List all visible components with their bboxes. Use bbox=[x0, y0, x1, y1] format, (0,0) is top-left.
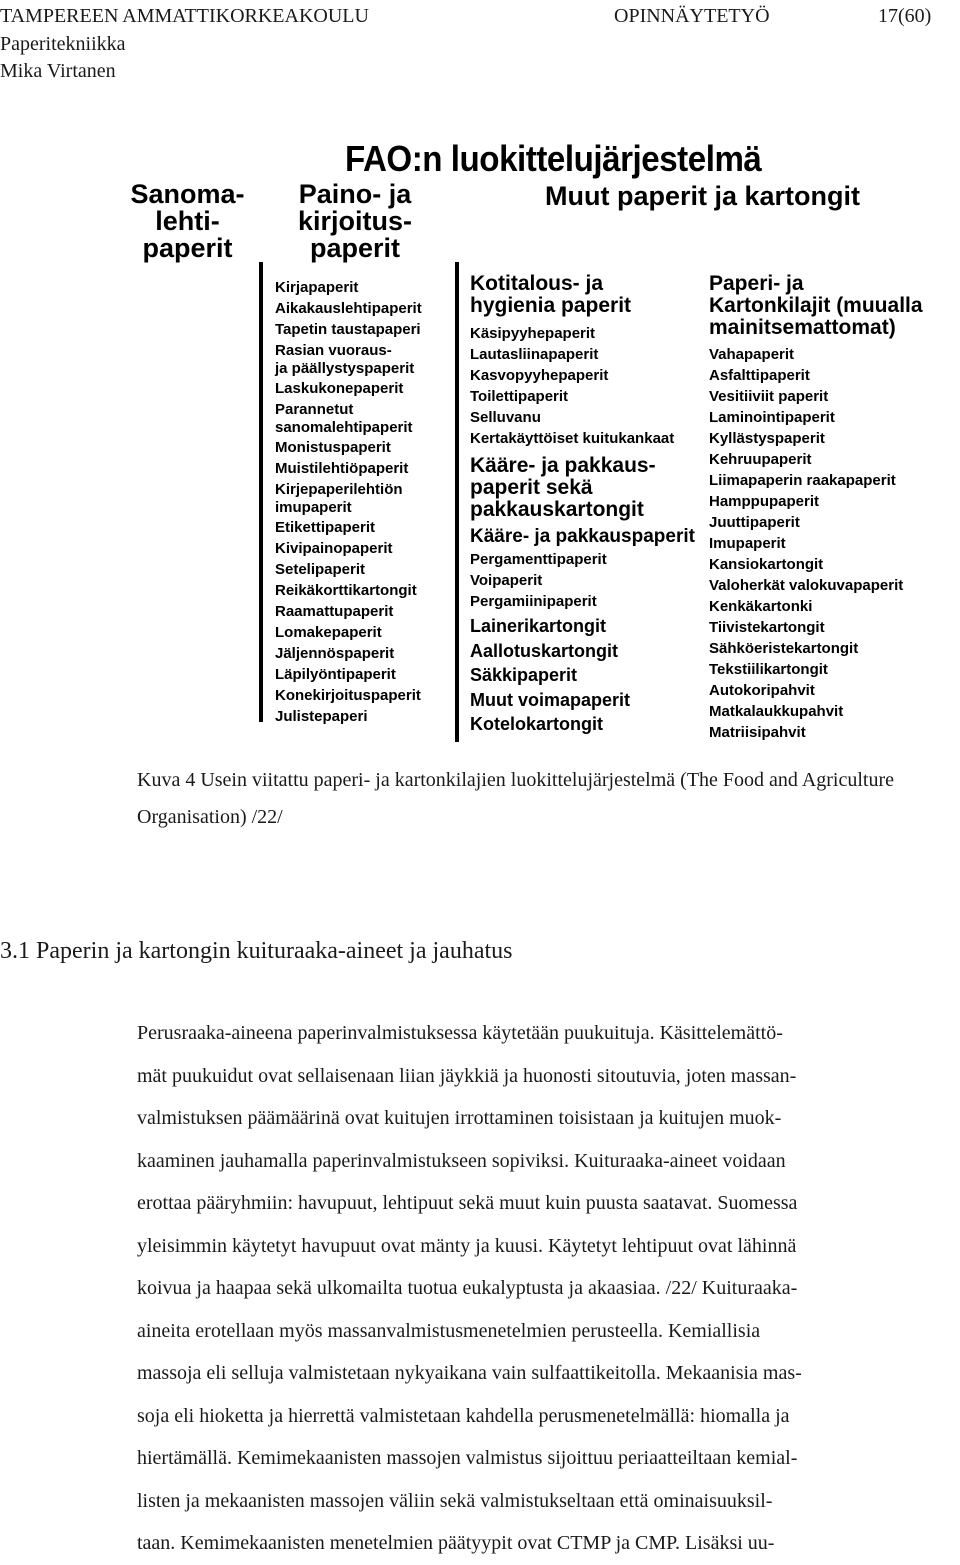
list-item: Säkkipaperit bbox=[470, 665, 578, 685]
col4-heading-line: Paperi- ja bbox=[709, 272, 804, 295]
list-item: Laskukonepaperit bbox=[275, 380, 404, 397]
list-item: Asfalttipaperit bbox=[709, 367, 810, 384]
list-item: Etikettipaperit bbox=[275, 519, 376, 536]
list-item: Kenkäkartonki bbox=[709, 598, 813, 615]
list-item: Tiivistekartongit bbox=[709, 619, 825, 636]
list-item: Matriisipahvit bbox=[709, 724, 806, 741]
list-item: Matkalaukkupahvit bbox=[709, 703, 844, 720]
list-item: Juuttipaperit bbox=[709, 514, 800, 531]
col3-list bbox=[470, 323, 674, 449]
col3-heading2-line: paperit sekä bbox=[470, 476, 593, 499]
col3-heading-line: hygienia paperit bbox=[470, 294, 632, 317]
figure-title: FAO:n luokittelujärjestelmä bbox=[345, 138, 762, 179]
list-item: Raamattupaperit bbox=[275, 603, 394, 620]
header-doc-type: OPINNÄYTETYÖ bbox=[614, 5, 770, 27]
header-institution: TAMPEREEN AMMATTIKORKEAKOULU bbox=[0, 5, 369, 27]
header-author: Mika Virtanen bbox=[0, 60, 116, 82]
list-item: Voipaperit bbox=[470, 572, 543, 589]
header-subject: Paperitekniikka bbox=[0, 33, 126, 55]
text-line: hiertämällä. Kemimekaanisten massojen valmistus sijoittuu periaatteiltaan kemial- bbox=[137, 1447, 798, 1469]
col2-heading-line: paperit bbox=[309, 233, 401, 263]
col3-subheading: Kääre- ja pakkauspaperit bbox=[470, 526, 695, 547]
list-item: Valoherkät valokuvapaperit bbox=[709, 577, 904, 594]
figure-caption: Kuva 4 Usein viitattu paperi- ja kartonkilajien luokittelujärjestelmä (The Food and Agriculture Organisation) /22/ bbox=[137, 769, 895, 828]
list-item: Kotelokartongit bbox=[470, 714, 603, 734]
list-item: Julistepaperi bbox=[275, 708, 368, 725]
list-item: Reikäkorttikartongit bbox=[275, 582, 417, 599]
list-item: Rasian vuoraus- bbox=[275, 342, 392, 359]
col2-heading-line: kirjoitus- bbox=[297, 206, 412, 236]
list-item: Pergamenttipaperit bbox=[470, 551, 607, 568]
list-item: Toilettipaperit bbox=[470, 388, 569, 405]
list-item: Autokoripahvit bbox=[709, 682, 815, 699]
col3-list2 bbox=[470, 549, 607, 612]
list-item: imupaperit bbox=[275, 499, 352, 516]
list-item: Muistilehtiöpaperit bbox=[275, 460, 409, 477]
text-line: mät puukuidut ovat sellaisenaan liian jäykkiä ja huonosti sitoutuvia, joten massan- bbox=[137, 1064, 797, 1087]
col3-heading2 bbox=[470, 455, 656, 521]
col2-heading bbox=[285, 181, 425, 262]
col2-list bbox=[275, 277, 422, 727]
list-item: Vahapaperit bbox=[709, 346, 795, 363]
text-line: koivua ja haapaa sekä ulkomailta tuotua eukalyptusta ja akaasiaa. /22/ Kuituraaka- bbox=[137, 1277, 798, 1299]
col34-heading: Muut paperit ja kartongit bbox=[545, 181, 861, 211]
text-line: erottaa pääryhmiin: havupuut, lehtipuut sekä muut kuin puusta saatavat. Suomessa bbox=[137, 1192, 798, 1214]
list-item: Kasvopyyhepaperit bbox=[470, 367, 609, 384]
list-item: Kansiokartongit bbox=[709, 556, 824, 573]
col1-heading-line: lehti- bbox=[155, 206, 220, 236]
text-line: aineita erotellaan myös massanvalmistusmenetelmien perusteella. Kemiallisia bbox=[137, 1319, 761, 1342]
text-line: valmistuksen päämäärinä ovat kuitujen irrottaminen toisistaan ja kuitujen muok- bbox=[137, 1107, 782, 1129]
list-item: Läpilyöntipaperit bbox=[275, 666, 396, 683]
list-item: Jäljennöspaperit bbox=[275, 645, 395, 662]
list-item: Hamppupaperit bbox=[709, 493, 820, 510]
col4-heading bbox=[709, 273, 923, 339]
list-item: Aallotuskartongit bbox=[470, 640, 619, 661]
list-item: Sähköeristekartongit bbox=[709, 640, 859, 657]
text-line: soja eli hioketta ja hierrettä valmistetaan kahdella perusmenetelmällä: hiomalla ja bbox=[137, 1404, 790, 1427]
list-item: Liimapaperin raakapaperit bbox=[709, 472, 896, 489]
list-item: Muut voimapaperit bbox=[470, 689, 631, 710]
col4-heading-line: mainitsemattomat) bbox=[709, 316, 896, 339]
list-item: Setelipaperit bbox=[275, 561, 366, 578]
list-item: Selluvanu bbox=[470, 409, 541, 426]
list-item: Tekstiilikartongit bbox=[709, 661, 828, 678]
text-line: Perusraaka-aineena paperinvalmistuksessa käytetään puukuituja. Käsittelemättö- bbox=[137, 1022, 783, 1044]
list-item: Laminointipaperit bbox=[709, 409, 835, 426]
list-item: Kyllästyspaperit bbox=[709, 430, 825, 447]
list-item: Kirjepaperilehtiön bbox=[275, 481, 403, 498]
list-item: ja päällystyspaperit bbox=[275, 360, 415, 377]
text-line: listen ja mekaanisten massojen väliin sekä valmistukseltaan että ominaisuuksil- bbox=[137, 1489, 773, 1512]
col3-heading2-line: pakkauskartongit bbox=[470, 498, 644, 521]
list-item: Vesitiiviit paperit bbox=[709, 388, 829, 405]
text-line: yleisimmin käytetyt havupuut ovat mänty ja kuusi. Käytetyt lehtipuut ovat lähinnä bbox=[137, 1234, 797, 1257]
col4-list bbox=[709, 344, 903, 743]
col3-heading bbox=[470, 273, 631, 317]
header-page-number: 17(60) bbox=[878, 5, 932, 27]
list-item: sanomalehtipaperit bbox=[275, 419, 413, 436]
col1-heading-line: paperit bbox=[142, 233, 233, 263]
list-item: Monistuspaperit bbox=[275, 439, 391, 456]
body-paragraph bbox=[137, 1012, 957, 1565]
text-line: taan. Kemimekaanisten menetelmien päätyypit ovat CTMP ja CMP. Lisäksi uu- bbox=[137, 1532, 775, 1554]
col1-heading bbox=[120, 181, 255, 262]
col3-heading-line: Kotitalous- ja bbox=[470, 272, 604, 295]
list-item: Kehruupaperit bbox=[709, 451, 812, 468]
text-line: massoja eli selluja valmistetaan nykyaikana vain sulfaattikeitolla. Mekaanisia mas- bbox=[137, 1362, 802, 1384]
list-item: Käsipyyhepaperit bbox=[470, 325, 596, 342]
col4-heading-line: Kartonkilajit (muualla bbox=[709, 294, 923, 317]
list-item: Aikakauslehtipaperit bbox=[275, 300, 422, 317]
col1-heading-line: Sanoma- bbox=[130, 179, 245, 209]
column-divider bbox=[259, 262, 263, 722]
list-item: Kertakäyttöiset kuitukankaat bbox=[470, 430, 675, 447]
list-item: Imupaperit bbox=[709, 535, 786, 552]
list-item: Kirjapaperit bbox=[275, 279, 359, 296]
col2-heading-line: Paino- ja bbox=[298, 179, 412, 209]
col3-list3 bbox=[470, 614, 630, 737]
list-item: Lomakepaperit bbox=[275, 624, 382, 641]
col3-heading2-line: Kääre- ja pakkaus- bbox=[470, 454, 656, 477]
text-line: kaaminen jauhamalla paperinvalmistukseen sopiviksi. Kuituraaka-aineet voidaan bbox=[137, 1149, 786, 1172]
section-heading: 3.1 Paperin ja kartongin kuituraaka-aineet ja jauhatus bbox=[0, 938, 513, 964]
list-item: Parannetut bbox=[275, 401, 354, 418]
column-divider bbox=[455, 262, 459, 742]
list-item: Lautasliinapaperit bbox=[470, 346, 599, 363]
list-item: Pergamiinipaperit bbox=[470, 593, 597, 610]
list-item: Lainerikartongit bbox=[470, 616, 607, 636]
list-item: Konekirjoituspaperit bbox=[275, 687, 421, 704]
list-item: Kivipainopaperit bbox=[275, 540, 393, 557]
list-item: Tapetin taustapaperi bbox=[275, 321, 421, 338]
